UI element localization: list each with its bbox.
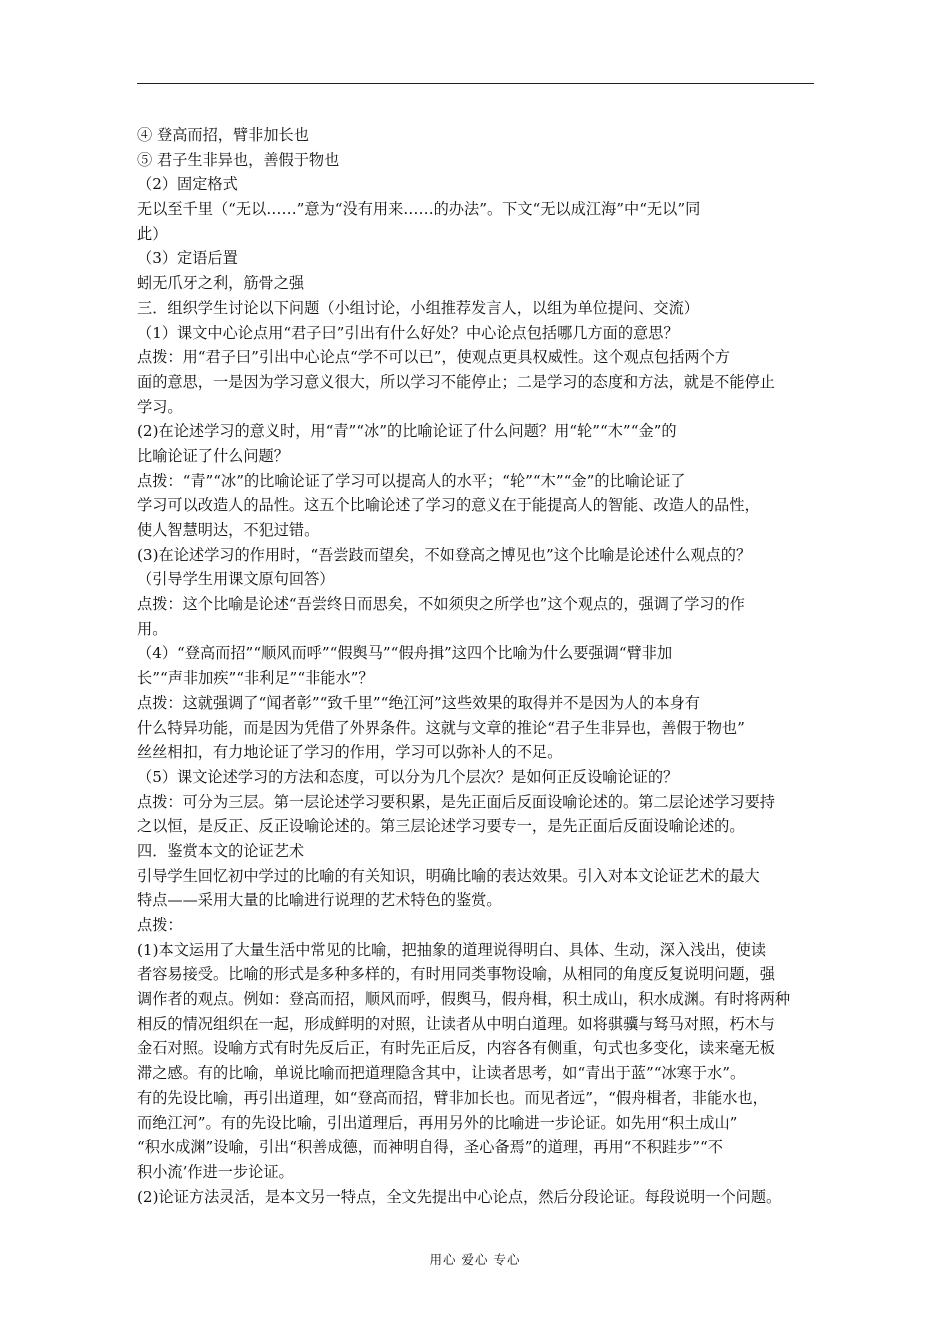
text-line: 之以恒，是反正、反正设喻论述的。第三层论述学习要专一，是先正面后反面设喻论述的。: [137, 817, 745, 836]
text-line: 此）: [137, 224, 168, 243]
header-rule: [137, 83, 814, 84]
text-line: 点拨：可分为三层。第一层论述学习要积累，是先正面后反面设喻论述的。第二层论述学习要持: [137, 792, 775, 811]
text-line: 使人智慧明达，不犯过错。: [137, 521, 320, 539]
text-line: （3）定语后置: [137, 249, 238, 268]
text-line: 蚓无爪牙之利，筋骨之强: [137, 274, 305, 293]
text-line: 有的先设比喻，再引出道理，如“登高而招，臂非加长也。而见者远”，“假舟楫者，非能水也，: [137, 1088, 768, 1107]
text-line: 引导学生回忆初中学过的比喻的有关知识，明确比喻的表达效果。引入对本文论证艺术的最大: [137, 866, 760, 885]
text-line: 四．鉴赏本文的论证艺术: [137, 841, 305, 860]
text-line: 点拨：这就强调了“闻者彰”“致千里”“绝江河”这些效果的取得并不是因为人的本身有: [137, 693, 700, 712]
text-line: 面的意思，一是因为学习意义很大，所以学习不能停止；二是学习的态度和方法，就是不能停止: [137, 372, 775, 391]
text-line: 相反的情况组织在一起，形成鲜明的对照，让读者从中明白道理。如将骐骥与驽马对照，朽木与: [137, 1014, 775, 1033]
text-line: 什么特异功能，而是因为凭借了外界条件。这就与文章的推论“君子生非异也，善假于物也”: [137, 718, 745, 737]
text-line: (2)论证方法灵活，是本文另一特点，全文先提出中心论点，然后分段论证。每段说明一个问题。: [137, 1187, 782, 1206]
text-line: 学习可以改造人的品性。这五个比喻论述了学习的意义在于能提高人的智能、改造人的品性，: [137, 496, 760, 515]
text-line: 调作者的观点。例如：登高而招，顺风而呼，假舆马，假舟楫，积土成山，积水成渊。有时将两种: [137, 990, 791, 1009]
text-line: 而绝江河”。有的先设比喻，引出道理后，再用另外的比喻进一步论证。如先用“积土成山”: [137, 1113, 738, 1132]
text-line: 用。: [137, 619, 168, 638]
text-line: 点拨：这个比喻是论述“吾尝终日而思矣，不如须臾之所学也”这个观点的，强调了学习的作: [137, 595, 745, 614]
text-line: 点拨：: [137, 916, 183, 934]
text-line: 长”“声非加疾”“非利足”“非能水”？: [137, 669, 374, 688]
text-line: 积小流’作进一步论证。: [137, 1162, 294, 1181]
text-line: 丝丝相扣，有力地论证了学习的作用，学习可以弥补人的不足。: [137, 743, 563, 762]
text-line: 点拨：用“君子曰”引出中心论点“学不可以已”，使观点更具权威性。这个观点包括两个方: [137, 348, 730, 367]
text-line: 学习。: [137, 397, 183, 416]
text-line: 金石对照。设喻方式有时先反后正，有时先正后反，内容各有侧重，句式也多变化，读来毫无板: [137, 1039, 775, 1058]
text-line: （5）课文论述学习的方法和态度，可以分为几个层次？是如何正反设喻论证的？: [137, 767, 679, 786]
text-line: ⑤ 君子生非异也，善假于物也: [137, 150, 340, 169]
text-line: 点拨：“青”“冰”的比喻论证了学习可以提高人的水平；“轮”“木”“金”的比喻论证了: [137, 471, 686, 490]
text-line: 无以至千里（“无以……”意为“没有用来……的办法”。下文“无以成江海”中“无以”同: [137, 200, 701, 219]
text-line: ④ 登高而招，臂非加长也: [137, 126, 309, 144]
text-line: （引导学生用课文原句回答）: [137, 570, 335, 589]
text-line: 者容易接受。比喻的形式是多种多样的，有时用同类事物设喻，从相同的角度反复说明问题，强: [137, 965, 775, 984]
text-line: “积水成渊”设喻，引出“积善成德，而神明自得，圣心备焉”的道理，再用“不积跬步”“不: [137, 1138, 723, 1157]
text-line: （1）课文中心论点用“君子曰”引出有什么好处？中心论点包括哪几方面的意思？: [137, 323, 679, 342]
text-line: 三．组织学生讨论以下问题（小组讨论，小组推荐发言人，以组为单位提问、交流）: [137, 298, 699, 317]
text-line: 特点——采用大量的比喻进行说理的艺术特色的鉴赏。: [137, 891, 502, 910]
text-line: （2）固定格式: [137, 175, 238, 194]
text-line: 滞之感。有的比喻，单说比喻而把道理隐含其中，让读者思考，如“青出于蓝”“冰寒于水”。: [137, 1064, 746, 1083]
text-line: 比喻论证了什么问题？: [137, 446, 289, 465]
text-line: (3)在论述学习的作用时，“吾尝跂而望矣，不如登高之博见也”这个比喻是论述什么观点的？: [137, 545, 752, 564]
text-line: (2)在论述学习的意义时，用“青”“冰”的比喻论证了什么问题？用“轮”“木”“金”的: [137, 422, 677, 441]
text-line: （4）“登高而招”“顺风而呼”“假舆马”“假舟揖”这四个比喻为什么要强调“臂非加: [137, 644, 673, 663]
document-body: [137, 123, 827, 1209]
page-footer: 用心 爱心 专心: [429, 1252, 521, 1267]
text-line: (1)本文运用了大量生活中常见的比喻，把抽象的道理说得明白、具体、生动，深入浅出，使读: [137, 940, 767, 959]
